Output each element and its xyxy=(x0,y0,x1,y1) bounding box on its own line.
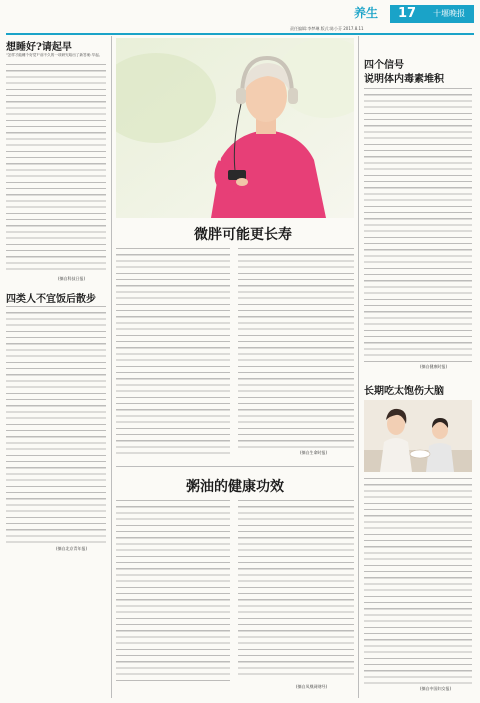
article-5-body xyxy=(364,478,472,684)
article-4-body xyxy=(364,88,472,362)
article-4-title-line1: 四个信号 xyxy=(364,60,404,71)
section-label: 养生 xyxy=(354,6,379,20)
woman-with-headphones-photo xyxy=(116,38,354,218)
article-3-body-left xyxy=(116,248,230,458)
divider-left xyxy=(111,36,112,698)
divider-right xyxy=(358,36,359,698)
article-4-source: (摘自健康时报) xyxy=(420,364,448,369)
photo-mother-and-child xyxy=(364,400,472,472)
page-number: 17 xyxy=(397,6,417,21)
article-6-body-left xyxy=(116,500,230,686)
article-3-body-right xyxy=(238,248,354,448)
article-1-title: 想睡好?请起早 xyxy=(6,42,72,53)
article-2-title: 四类人不宜饭后散步 xyxy=(6,294,96,305)
article-2-body xyxy=(6,306,106,546)
editor-line: 责任编辑:李梦琳 版式:陈小芬 2017.8.11 xyxy=(290,26,364,31)
article-6-source: (摘自凤凰网财经) xyxy=(296,684,328,689)
article-1-lead: "怎样才能睡个好觉?"前不久的一项研究给出了新答案:早起。 xyxy=(6,53,103,57)
page-number-box xyxy=(390,5,424,23)
page-header xyxy=(0,0,480,40)
article-3-title: 微胖可能更长寿 xyxy=(194,227,292,243)
paper-name: 十堰晚报 xyxy=(424,5,474,23)
article-6-title: 粥油的健康功效 xyxy=(186,479,284,495)
middle-divider xyxy=(116,466,354,467)
header-rule xyxy=(6,33,474,35)
article-4-title-line2: 说明体内毒素堆积 xyxy=(364,74,444,85)
article-5-source: (摘自中国妇女报) xyxy=(420,686,452,691)
mother-and-child-eating-photo xyxy=(364,400,472,472)
article-1-body xyxy=(6,64,106,274)
article-3-source: (摘自生命时报) xyxy=(300,450,328,455)
photo-woman-with-headphones xyxy=(116,38,354,218)
article-2-source: (摘自北京青年报) xyxy=(56,546,88,551)
article-6-body-right xyxy=(238,500,354,680)
article-5-title: 长期吃太饱伤大脑 xyxy=(364,386,444,397)
article-1-source: (摘自科技日报) xyxy=(58,276,86,281)
